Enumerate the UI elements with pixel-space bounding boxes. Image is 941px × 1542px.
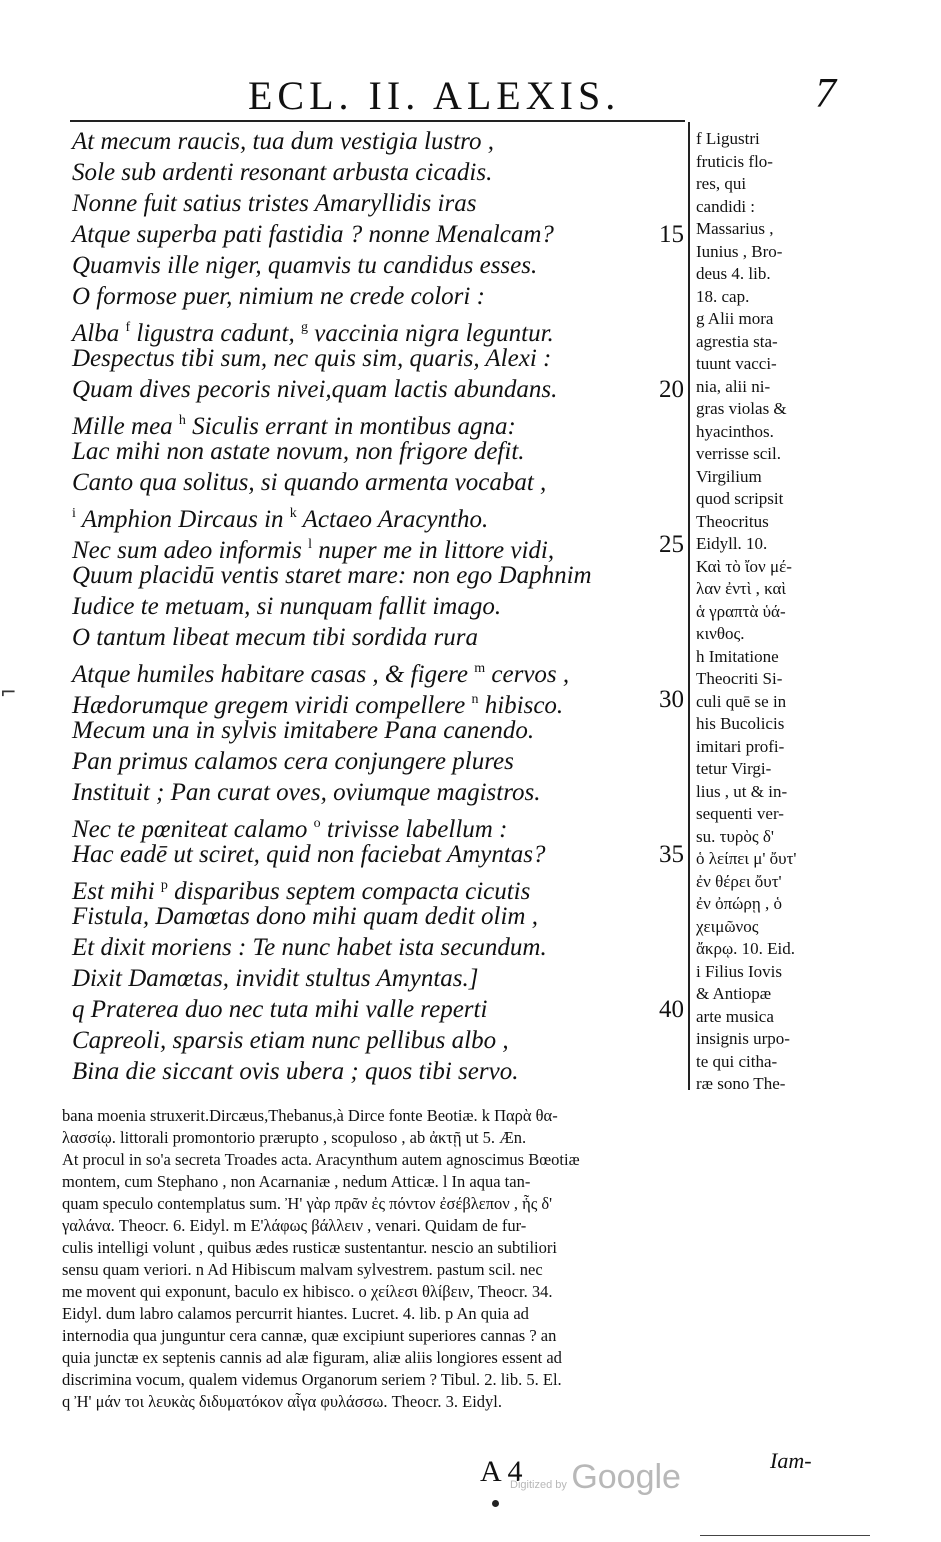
running-title: ECL. II. ALEXIS.: [248, 73, 621, 118]
margin-note-line: 18. cap.: [696, 286, 750, 306]
verse-line: [72, 777, 684, 808]
footnote-line: λασσίῳ. littorali promontorio prærupto , scopuloso , ab ἀκτῇ ut 5. Æn.: [62, 1128, 527, 1147]
verse-text: Nonne fuit satius tristes Amaryllidis iras: [72, 190, 477, 217]
footnote-line: q Ἠ' μάν τοι λευκὰς διδυματόκον αἶγα φυλάσσω. Theocr. 3. Eidyl.: [62, 1392, 503, 1411]
margin-note-line: ἄκρῳ. 10. Eid.: [696, 939, 796, 958]
verse-line: [72, 1025, 684, 1056]
footnote-line: quam speculo contemplatus sum. Ἠ' γὰρ πρᾶν ἐς πόντον ἐσέβλεπον , ἧς δ': [62, 1194, 553, 1213]
footnote-line: Eidyl. dum labro calamos percurrit hiantes. Lucret. 4. lib. p An quia ad: [62, 1304, 529, 1323]
catchword: Iam-: [770, 1448, 812, 1473]
verse-line: [72, 839, 684, 870]
verse-text: Quum placidū ventis staret mare: non ego Daphnim: [72, 562, 592, 589]
verse-text: Iudice te metuam, si nunquam fallit imago.: [72, 593, 502, 620]
verse-text: Sole sub ardenti resonant arbusta cicadis.: [72, 159, 493, 186]
verse-line: [72, 343, 684, 374]
margin-note-line: insignis urpo-: [696, 1029, 790, 1048]
verse-text-pre: Hædorumque gregem viridi compellere: [72, 692, 466, 719]
footnote-marker: p: [160, 878, 168, 893]
verse-line: [72, 219, 684, 250]
margin-note-line: ὁ λείπει μ' ὄυτ': [696, 849, 797, 868]
line-number: 30: [659, 686, 684, 713]
verse-text-pre: q: [72, 996, 85, 1023]
verse-text-pre: Alba: [72, 320, 120, 347]
verse-text: Fistula, Damœtas dono mihi quam dedit olim ,: [72, 903, 538, 930]
margin-note-line: Massarius ,: [696, 219, 774, 238]
footnote-line: montem, cum Stephano , non Acarnaniæ , nedum Atticæ. l In aqua tan-: [62, 1172, 531, 1191]
verse-line: [72, 622, 684, 653]
verse-text: Bina die siccant ovis ubera ; quos tibi servo.: [72, 1058, 519, 1085]
verse-line: [72, 529, 684, 564]
verse-text: Lac mihi non astate novum, non frigore defit.: [72, 438, 525, 465]
signature-mark: A 4: [480, 1455, 523, 1488]
verse-line: [72, 188, 684, 219]
verse-line: [72, 653, 684, 688]
verse-text: trivisse labellum :: [326, 816, 508, 843]
line-number: 15: [659, 221, 684, 248]
verse-text: Siculis errant in montibus agna:: [192, 413, 516, 440]
margin-note-line: h Imitatione: [696, 646, 779, 666]
margin-note-line: Virgilium: [696, 466, 762, 486]
margin-note-line: λαν ἐντὶ , καὶ: [696, 579, 786, 598]
verse-text: At mecum raucis, tua dum vestigia lustro ,: [72, 128, 494, 155]
footnote-line: At procul in so'a secreta Troades acta. Aracynthum autem agnoscimus Bœotiæ: [62, 1150, 580, 1169]
footnote-line: quia junctæ ex septenis cannis ad alæ figuram, aliæ aliis longiores essent ad: [62, 1348, 562, 1367]
line-number: 40: [659, 996, 684, 1023]
verse-text: Atque superba pati fastidia ? nonne Menalcam?: [72, 221, 554, 248]
verse-line: [72, 405, 684, 440]
watermark-logo-text: Google: [571, 1458, 681, 1496]
margin-note-line: ræ sono The-: [696, 1074, 786, 1093]
footnote-marker: m: [474, 661, 486, 676]
margin-note-line: his Bucolicis: [696, 714, 785, 733]
verse-line: [72, 498, 684, 533]
margin-note-line: imitari profi-: [696, 736, 785, 756]
footnote-marker: l: [308, 537, 312, 552]
verse-text: cervos ,: [491, 661, 570, 688]
verse-text: disparibus septem compacta cicutis: [174, 878, 531, 905]
line-number: 25: [659, 531, 684, 558]
margin-notes: [696, 128, 831, 1096]
margin-note-line: nia, alii ni-: [696, 376, 771, 396]
verse-line: [72, 684, 684, 719]
verse-text: ligustra cadunt,: [136, 320, 295, 347]
margin-note-line: χειμῶνος: [696, 916, 759, 936]
margin-note-line: Eidyll. 10.: [696, 534, 768, 553]
verse-line: [72, 467, 684, 498]
verse-text: Et dixit moriens : Te nunc habet ista secundum.: [72, 934, 547, 961]
verse-line: [72, 715, 684, 746]
verse-text: nuper me in littore vidi,: [318, 537, 555, 564]
verse-text-pre: Nec sum adeo informis: [72, 537, 302, 564]
margin-note-line: ἐν ὀπώρῃ , ὁ: [696, 894, 782, 913]
verse-text-post: vaccinia nigra leguntur.: [314, 320, 554, 347]
column-rule: [688, 122, 690, 1090]
verse-line: [72, 870, 684, 905]
footnote-marker: h: [178, 413, 186, 428]
footnote-marker: f: [125, 320, 131, 335]
verse-text-pre: Est mihi: [72, 878, 155, 905]
verse-line: [72, 126, 684, 157]
verse-text: Canto qua solitus, si quando armenta vocabat ,: [72, 469, 547, 496]
line-number: 35: [659, 841, 684, 868]
margin-note-line: Iunius , Bro-: [696, 241, 783, 261]
footnote-line: discrimina vocum, qualem videmus Organorum seriem ? Tibul. 2. lib. 5. El.: [62, 1370, 562, 1389]
margin-note-line: res, qui: [696, 174, 747, 193]
margin-note-line: culi quē se in: [696, 691, 787, 711]
verse-text: Mecum una in sylvis imitabere Pana canendo.: [72, 717, 535, 744]
verse-line: [72, 560, 684, 591]
verse-text: Despectus tibi sum, nec quis sim, quaris, Alexi :: [72, 345, 552, 372]
margin-note-line: agrestia sta-: [696, 331, 778, 351]
verse-text: Capreoli, sparsis etiam nunc pellibus albo ,: [72, 1027, 509, 1054]
footnote-marker: g: [300, 320, 308, 335]
verse-line: [72, 591, 684, 622]
margin-note-line: fruticis flo-: [696, 151, 773, 171]
verse-text: Quam dives pecoris nivei,quam lactis abundans.: [72, 376, 558, 403]
margin-note-line: candidi :: [696, 196, 756, 216]
margin-note-line: quod scripsit: [696, 489, 784, 508]
verse-text-pre: Atque humiles habitare casas , & figere: [72, 661, 469, 688]
margin-note-line: & Antiopæ: [696, 984, 772, 1003]
footnote-line: γαλάνα. Theocr. 6. Eidyl. m Ε'λάφως βάλλειν , venari. Quidam de fur-: [62, 1216, 527, 1235]
margin-note-line: Theocritus: [696, 511, 769, 531]
verse-text: Hac eadē ut sciret, quid non faciebat Amyntas?: [72, 841, 546, 868]
verse-line: [72, 250, 684, 281]
ink-dot: [492, 1500, 499, 1507]
verse-text-post: Actaeo Aracyntho.: [302, 506, 489, 533]
margin-note-line: tetur Virgi-: [696, 759, 772, 778]
margin-note-line: te qui citha-: [696, 1051, 778, 1071]
line-number: 20: [659, 376, 684, 403]
verse-text: Amphion Dircaus in: [81, 506, 284, 533]
watermark-small-text: Digitized by: [510, 1479, 567, 1491]
verse-text: Praterea duo nec tuta mihi valle reperti: [90, 996, 488, 1023]
margin-note-line: ἁ γραπτὰ ὑά-: [696, 601, 786, 621]
footnote-marker: k: [289, 506, 297, 521]
footnote-line: internodia qua junguntur cera cannæ, quæ excipiunt superiores cannas ? an: [62, 1326, 557, 1345]
verse-line: [72, 746, 684, 777]
verse-text: Dixit Damœtas, invidit stultus Amyntas.]: [72, 965, 479, 992]
footnote-line: bana moenia struxerit.Dircæus,Thebanus,à Dirce fonte Beotiæ. k Παρὰ θα-: [62, 1106, 558, 1125]
verse-line: [72, 281, 684, 312]
margin-note-line: κινθος.: [696, 624, 745, 643]
footnotes: [62, 1105, 832, 1413]
verse-text: Quamvis ille niger, quamvis tu candidus esses.: [72, 252, 538, 279]
margin-note-line: gras violas &: [696, 399, 787, 418]
margin-note-line: i Filius Iovis: [696, 961, 782, 981]
margin-note-line: verrisse scil.: [696, 444, 781, 463]
digitized-watermark: [510, 1458, 681, 1497]
header-rule: [70, 120, 685, 122]
verse-text-pre: Mille mea: [72, 413, 173, 440]
verse-text-pre: Nec te pœniteat calamo: [72, 816, 308, 843]
margin-note-line: arte musica: [696, 1006, 774, 1026]
verse-line: [72, 808, 684, 843]
margin-note-line: hyacinthos.: [696, 421, 774, 441]
footnote-marker: n: [471, 692, 479, 707]
verse-text: O tantum libeat mecum tibi sordida rura: [72, 624, 479, 651]
verse-line: [72, 932, 684, 963]
verse-line: [72, 157, 684, 188]
footnote-marker: o: [313, 816, 321, 831]
verse-line: [72, 312, 684, 347]
page-number: 7: [815, 71, 836, 117]
verse-text: O formose puer, nimium ne crede colori :: [72, 283, 485, 310]
margin-note-line: lius , ut & in-: [696, 781, 788, 801]
margin-note-line: Theocriti Si-: [696, 669, 783, 688]
margin-note-line: f Ligustri: [696, 129, 760, 148]
verse-line: [72, 963, 684, 994]
verse-line: [72, 374, 684, 405]
verse-line: [72, 1056, 684, 1087]
margin-note-line: ἐν θέρει ὄυτ': [696, 871, 782, 891]
margin-note-line: deus 4. lib.: [696, 264, 771, 283]
verse-line: [72, 436, 684, 467]
verse-text: hibisco.: [484, 692, 564, 719]
margin-note-line: sequenti ver-: [696, 804, 784, 823]
footnote-line: sensu quam veriori. n Ad Hibiscum malvam sylvestrem. pastum scil. nec: [62, 1260, 543, 1279]
margin-note-line: Καὶ τὸ ἴον μέ-: [696, 556, 792, 576]
verse-column: [72, 126, 684, 1087]
footnote-line: culis intelligi volunt , quibus ædes rusticæ sustentantur. nescio an subtiliori: [62, 1238, 557, 1257]
bottom-rule: [700, 1535, 870, 1536]
footnote-line: me movent qui exponunt, baculo ex hibisco. o χείλεσι θλίβειν, Theocr. 34.: [62, 1282, 553, 1301]
footnote-marker: i: [72, 506, 76, 521]
verse-line: [72, 994, 684, 1025]
margin-note-line: tuunt vacci-: [696, 354, 777, 373]
margin-note-line: su. τυρὸς δ': [696, 826, 774, 846]
edge-bracket-mark: ⌐: [0, 680, 17, 704]
verse-text: Instituit ; Pan curat oves, oviumque magistros.: [72, 779, 541, 806]
verse-text: Pan primus calamos cera conjungere plures: [72, 748, 514, 775]
margin-note-line: g Alii mora: [696, 309, 774, 328]
verse-line: [72, 901, 684, 932]
